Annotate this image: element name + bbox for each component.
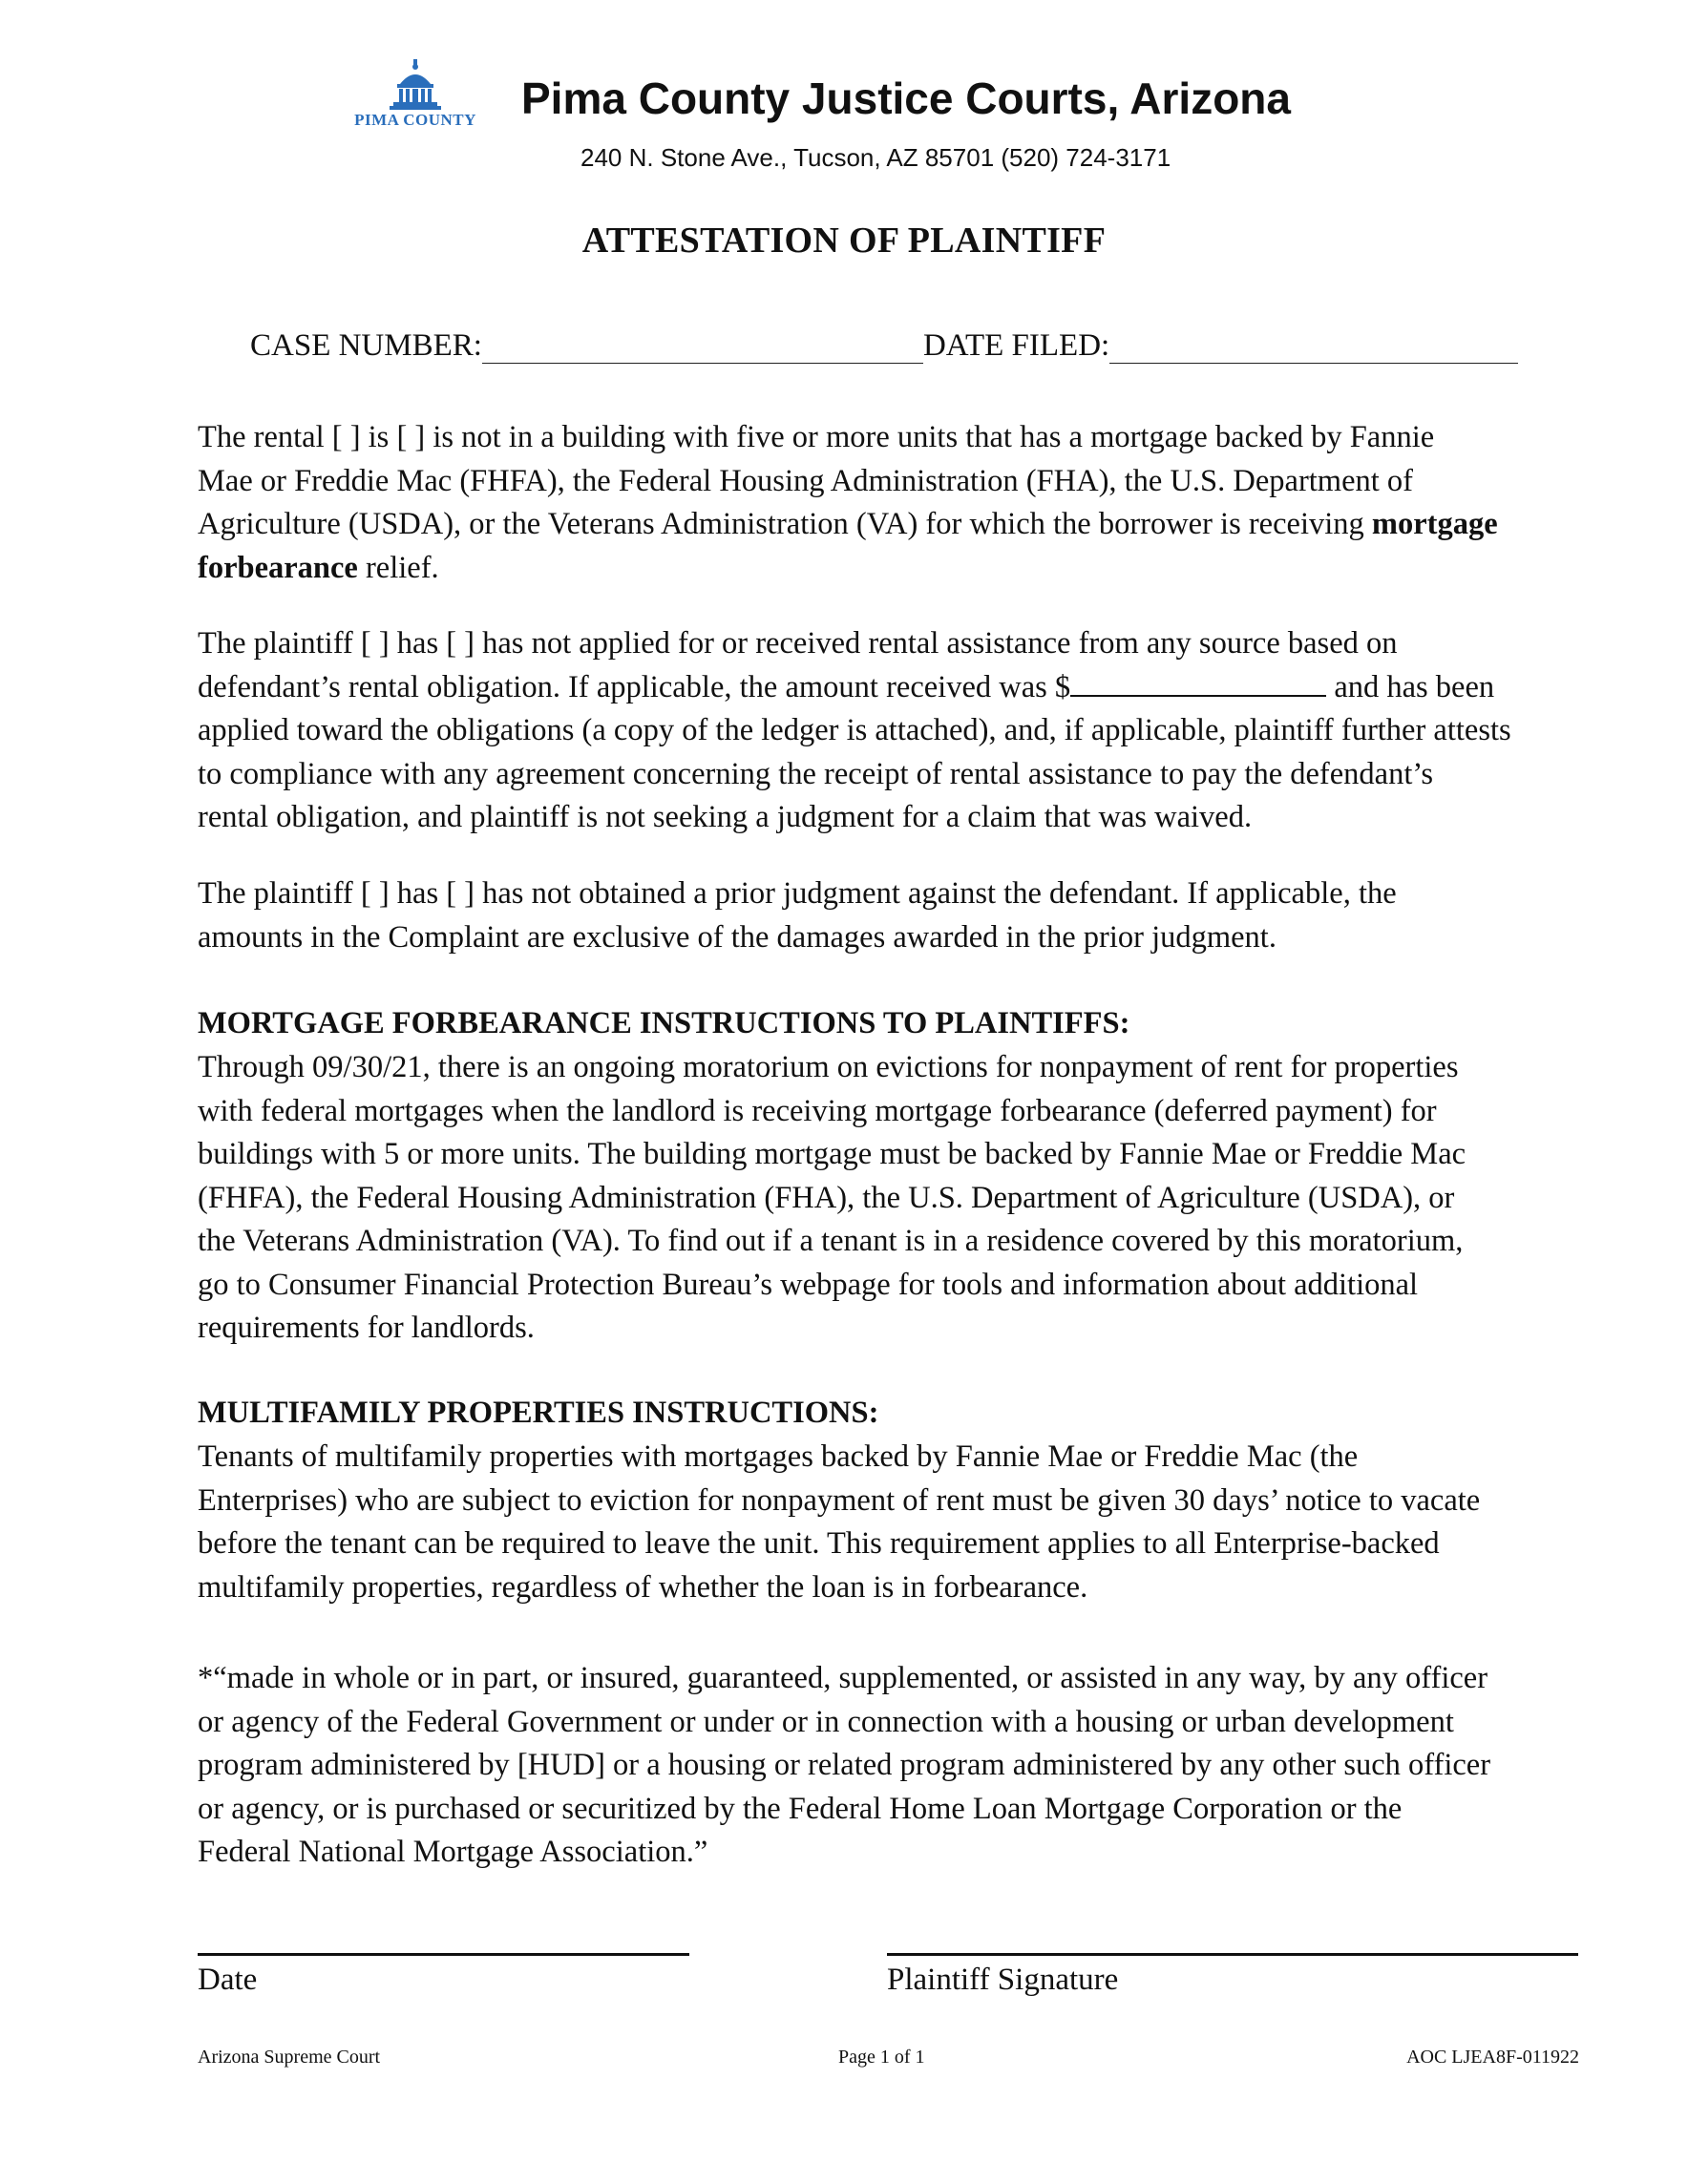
- court-address: 240 N. Stone Ave., Tucson, AZ 85701 (520) 724-3171: [580, 143, 1171, 172]
- paragraph-line: buildings with 5 or more units. The building mortgage must be backed by Fannie Mae or Freddie Mac: [198, 1137, 1466, 1171]
- paragraph-line: (FHFA), the Federal Housing Administration (FHA), the U.S. Department of Agriculture (USDA), or: [198, 1180, 1455, 1215]
- paragraph-text: defendant’s rental obligation. If applicable, the amount received was $: [198, 669, 1071, 704]
- mortgage-forbearance-paragraph: [198, 1046, 1592, 1351]
- prior-judgment-paragraph: [198, 872, 1592, 959]
- date-filed-label: DATE FILED:: [922, 328, 1110, 363]
- paragraph-line: Enterprises) who are subject to eviction for nonpayment of rent must be given 30 days’ notice to vacate: [198, 1482, 1481, 1518]
- plaintiff-signature-label: Plaintiff Signature: [887, 1963, 1119, 1997]
- paragraph-line: amounts in the Complaint are exclusive of the damages awarded in the prior judgment.: [198, 919, 1277, 955]
- paragraph-line: requirements for landlords.: [198, 1311, 535, 1345]
- paragraph-line: the Veterans Administration (VA). To find out if a tenant is in a residence covered by this moratorium,: [198, 1224, 1464, 1258]
- multifamily-paragraph: [198, 1436, 1592, 1609]
- paragraph-line: or agency, or is purchased or securitized by the Federal Home Loan Mortgage Corporation or the: [198, 1791, 1403, 1826]
- footnote-paragraph: [198, 1657, 1592, 1875]
- multifamily-heading: MULTIFAMILY PROPERTIES INSTRUCTIONS:: [198, 1396, 879, 1430]
- rental-building-paragraph: [198, 416, 1592, 590]
- mortgage-forbearance-heading: MORTGAGE FORBEARANCE INSTRUCTIONS TO PLAINTIFFS:: [198, 1006, 1130, 1040]
- footer-left: Arizona Supreme Court: [198, 2047, 381, 2068]
- paragraph-line: Through 09/30/21, there is an ongoing moratorium on evictions for nonpayment of rent for properties: [198, 1050, 1459, 1084]
- paragraph-line: with federal mortgages when the landlord is receiving mortgage forbearance (deferred payment) for: [198, 1093, 1437, 1128]
- paragraph-line: [198, 547, 1592, 591]
- date-filed-field[interactable]: [1109, 332, 1518, 364]
- bold-term: mortgage: [1371, 507, 1498, 541]
- paragraph-line: multifamily properties, regardless of whether the loan is in forbearance.: [198, 1569, 1088, 1605]
- paragraph-line: [198, 503, 1592, 547]
- court-name: Pima County Justice Courts, Arizona: [521, 74, 1291, 123]
- paragraph-line: rental obligation, and plaintiff is not seeking a judgment for a claim that was waived.: [198, 800, 1253, 834]
- paragraph-line: Mae or Freddie Mac (FHFA), the Federal Housing Administration (FHA), the U.S. Department of: [198, 463, 1413, 498]
- paragraph-line: applied toward the obligations (a copy of the ledger is attached), and, if applicable, plaintiff further attests: [198, 713, 1511, 747]
- paragraph-line: program administered by [HUD] or a housing or related program administered by any other such officer: [198, 1748, 1491, 1782]
- bold-term: forbearance: [198, 550, 358, 585]
- paragraph-text: and has been: [1326, 669, 1495, 704]
- logo-text: PIMA COUNTY: [354, 111, 476, 129]
- document-title: ATTESTATION OF PLAINTIFF: [581, 220, 1107, 261]
- paragraph-line: to compliance with any agreement concerning the receipt of rental assistance to pay the defendant’s: [198, 756, 1434, 791]
- paragraph-line: Tenants of multifamily properties with mortgages backed by Fannie Mae or Freddie Mac (the: [198, 1439, 1359, 1474]
- date-signature-line[interactable]: [198, 1953, 689, 1956]
- case-line: [250, 328, 1518, 364]
- paragraph-line: [198, 666, 1592, 710]
- paragraph-line: go to Consumer Financial Protection Bureau’s webpage for tools and information about additional: [198, 1267, 1419, 1302]
- paragraph-text: Agriculture (USDA), or the Veterans Administration (VA) for which the borrower is receiving: [198, 507, 1372, 541]
- paragraph-line: The plaintiff [ ] has [ ] has not applied for or received rental assistance from any source based on: [198, 626, 1398, 661]
- amount-received-field[interactable]: [1070, 666, 1326, 697]
- paragraph-text: relief.: [357, 550, 439, 585]
- rental-assistance-paragraph: [198, 622, 1592, 840]
- date-label: Date: [198, 1963, 258, 1997]
- courthouse-dome-icon: [344, 59, 487, 113]
- case-number-field[interactable]: [482, 332, 923, 364]
- pima-county-logo: [344, 59, 487, 136]
- plaintiff-signature-line[interactable]: [887, 1953, 1578, 1956]
- paragraph-line: before the tenant can be required to leave the unit. This requirement applies to all Enterprise-backed: [198, 1526, 1440, 1561]
- paragraph-line: Federal National Mortgage Association.”: [198, 1835, 708, 1869]
- paragraph-line: The rental [ ] is [ ] is not in a building with five or more units that has a mortgage backed by Fannie: [198, 420, 1435, 454]
- paragraph-line: *“made in whole or in part, or insured, guaranteed, supplemented, or assisted in any way, by any officer: [198, 1661, 1488, 1695]
- footer-form-code: AOC LJEA8F-011922: [1406, 2047, 1579, 2068]
- paragraph-line: The plaintiff [ ] has [ ] has not obtained a prior judgment against the defendant. If applicable, the: [198, 876, 1397, 911]
- case-number-label: CASE NUMBER:: [250, 328, 482, 363]
- footer-page-number: Page 1 of 1: [838, 2047, 925, 2068]
- paragraph-line: or agency of the Federal Government or under or in connection with a housing or urban development: [198, 1704, 1454, 1739]
